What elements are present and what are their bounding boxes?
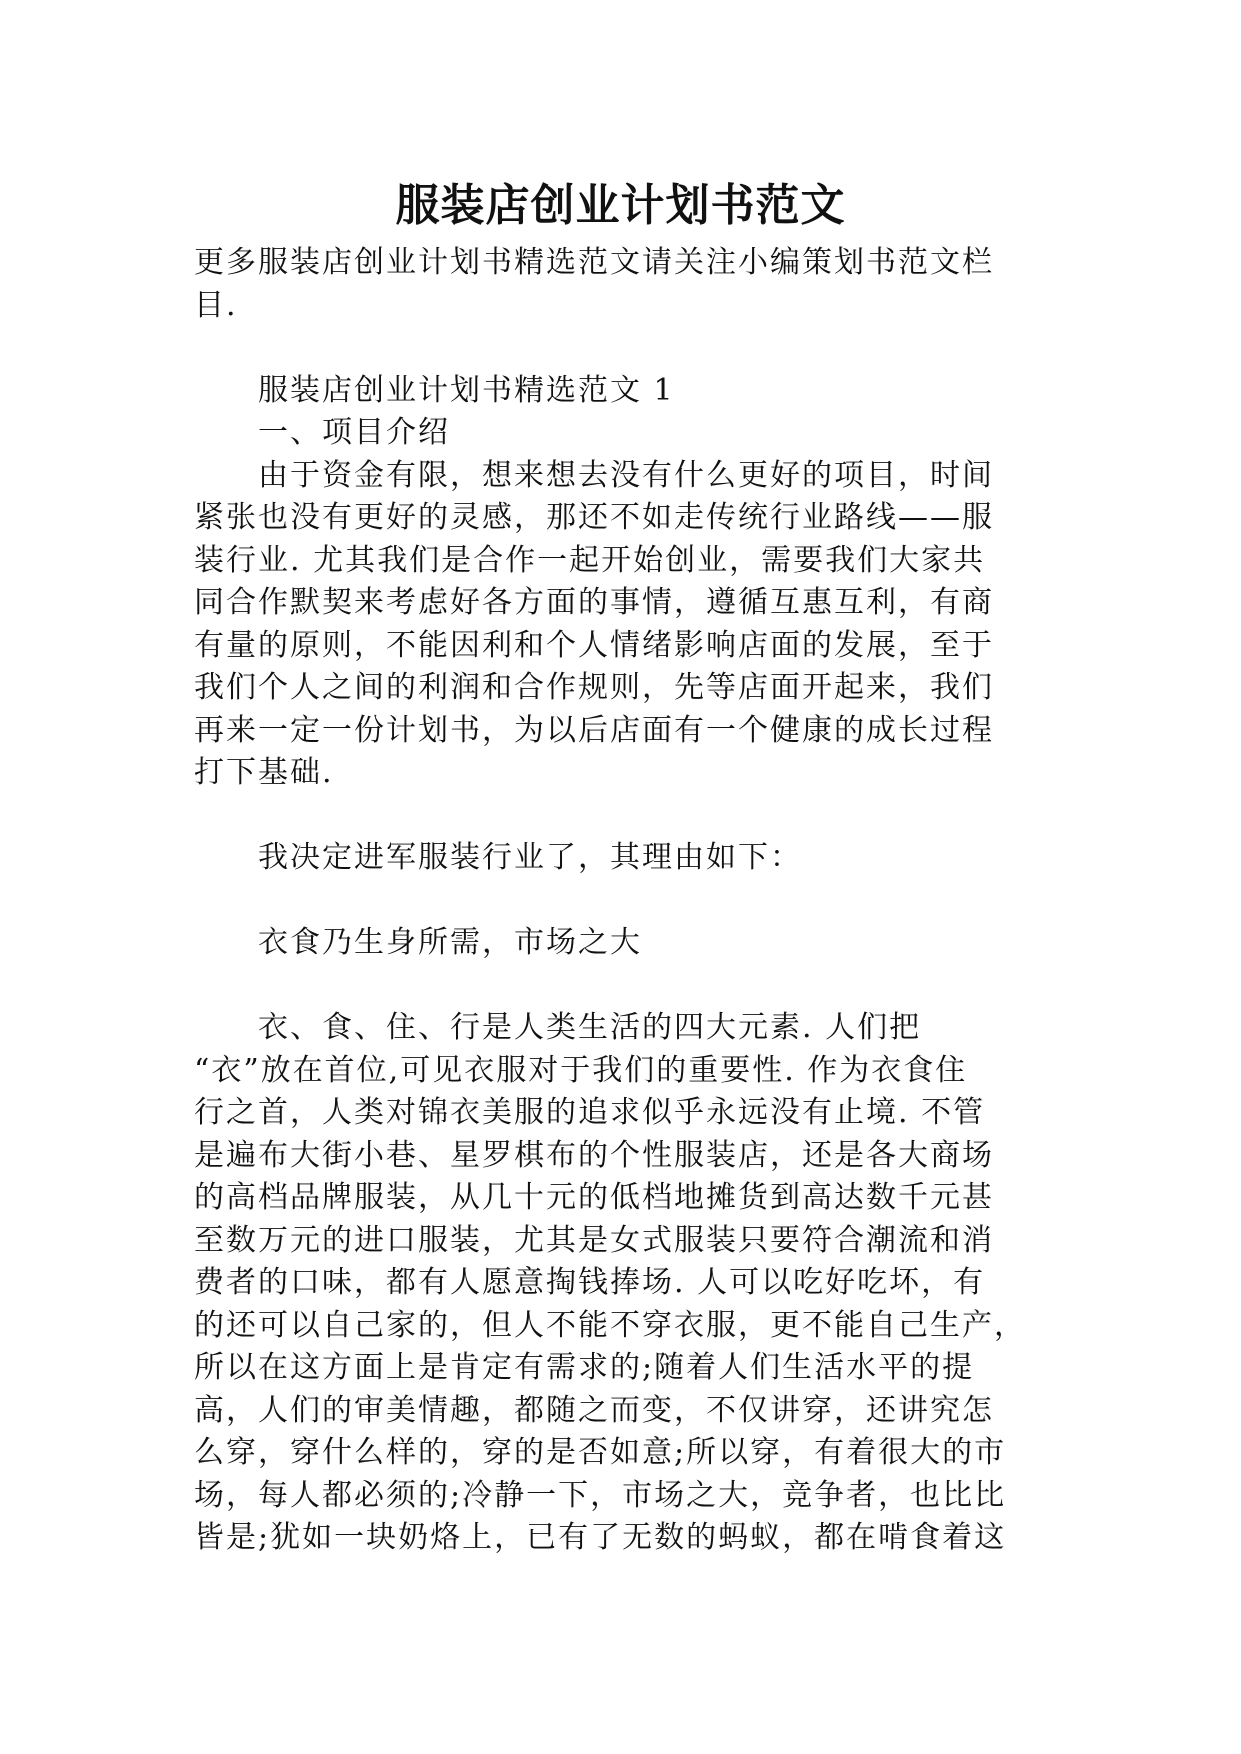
paragraph-gap xyxy=(194,880,1054,923)
subheading: 一、项目介绍 xyxy=(258,415,450,450)
paragraph-line: 行之首，人类对锦衣美服的追求似乎永远没有止境. 不管 xyxy=(194,1095,986,1130)
paragraph-line: “衣”放在首位,可见衣服对于我们的重要性. 作为衣食住 xyxy=(194,1052,968,1088)
paragraph-line: 皆是;犹如一块奶烙上，已有了无数的蚂蚁，都在啃食着这 xyxy=(194,1520,1007,1555)
paragraph-line: 高，人们的审美情趣，都随之而变，不仅讲穿，还讲究怎 xyxy=(194,1392,994,1428)
paragraph-gap xyxy=(194,795,1054,838)
paragraph-line: 费者的口味，都有人愿意掏钱捧场. 人可以吃好吃坏，有 xyxy=(194,1265,986,1300)
paragraph-line: 的高档品牌服装，从几十元的低档地摊货到高达数千元甚 xyxy=(194,1180,994,1215)
paragraph-line: 么穿，穿什么样的，穿的是否如意;所以穿，有着很大的市 xyxy=(194,1435,1007,1470)
intro-line: 目. xyxy=(194,287,238,323)
document-body xyxy=(194,242,1054,1560)
paragraph-line: 我们个人之间的利润和合作规则，先等店面开起来，我们 xyxy=(194,670,994,705)
intro-line: 更多服装店创业计划书精选范文请关注小编策划书范文栏 xyxy=(194,245,994,280)
paragraph-line: 打下基础. xyxy=(194,755,334,790)
paragraph-line: 由于资金有限，想来想去没有什么更好的项目，时间 xyxy=(258,457,994,493)
paragraph-line: 衣、食、住、行是人类生活的四大元素. 人们把 xyxy=(258,1010,922,1045)
paragraph-line: 我决定进军服装行业了，其理由如下： xyxy=(258,840,802,875)
paragraph-line: 衣食乃生身所需，市场之大 xyxy=(258,925,642,960)
paragraph-line: 场，每人都必须的;冷静一下，市场之大，竞争者，也比比 xyxy=(194,1477,1007,1513)
paragraph-line: 的还可以自己家的，但人不能不穿衣服，更不能自己生产， xyxy=(194,1307,1026,1343)
paragraph-line: 同合作默契来考虑好各方面的事情，遵循互惠互利，有商 xyxy=(194,585,994,620)
paragraph-line: 有量的原则，不能因利和个人情绪影响店面的发展，至于 xyxy=(194,627,994,663)
paragraph-line: 所以在这方面上是肯定有需求的;随着人们生活水平的提 xyxy=(194,1350,975,1385)
paragraph-line: 是遍布大街小巷、星罗棋布的个性服装店，还是各大商场 xyxy=(194,1137,994,1173)
paragraph-line: 再来一定一份计划书，为以后店面有一个健康的成长过程 xyxy=(194,712,994,748)
document-title: 服装店创业计划书范文 xyxy=(395,180,846,231)
section-heading: 服装店创业计划书精选范文 1 xyxy=(258,372,675,408)
paragraph-gap xyxy=(194,327,1054,370)
paragraph-line: 紧张也没有更好的灵感，那还不如走传统行业路线——服 xyxy=(194,500,994,535)
paragraph-line: 至数万元的进口服装，尤其是女式服装只要符合潮流和消 xyxy=(194,1222,994,1258)
paragraph-gap xyxy=(194,965,1054,1008)
paragraph-line: 装行业. 尤其我们是合作一起开始创业，需要我们大家共 xyxy=(194,542,986,578)
